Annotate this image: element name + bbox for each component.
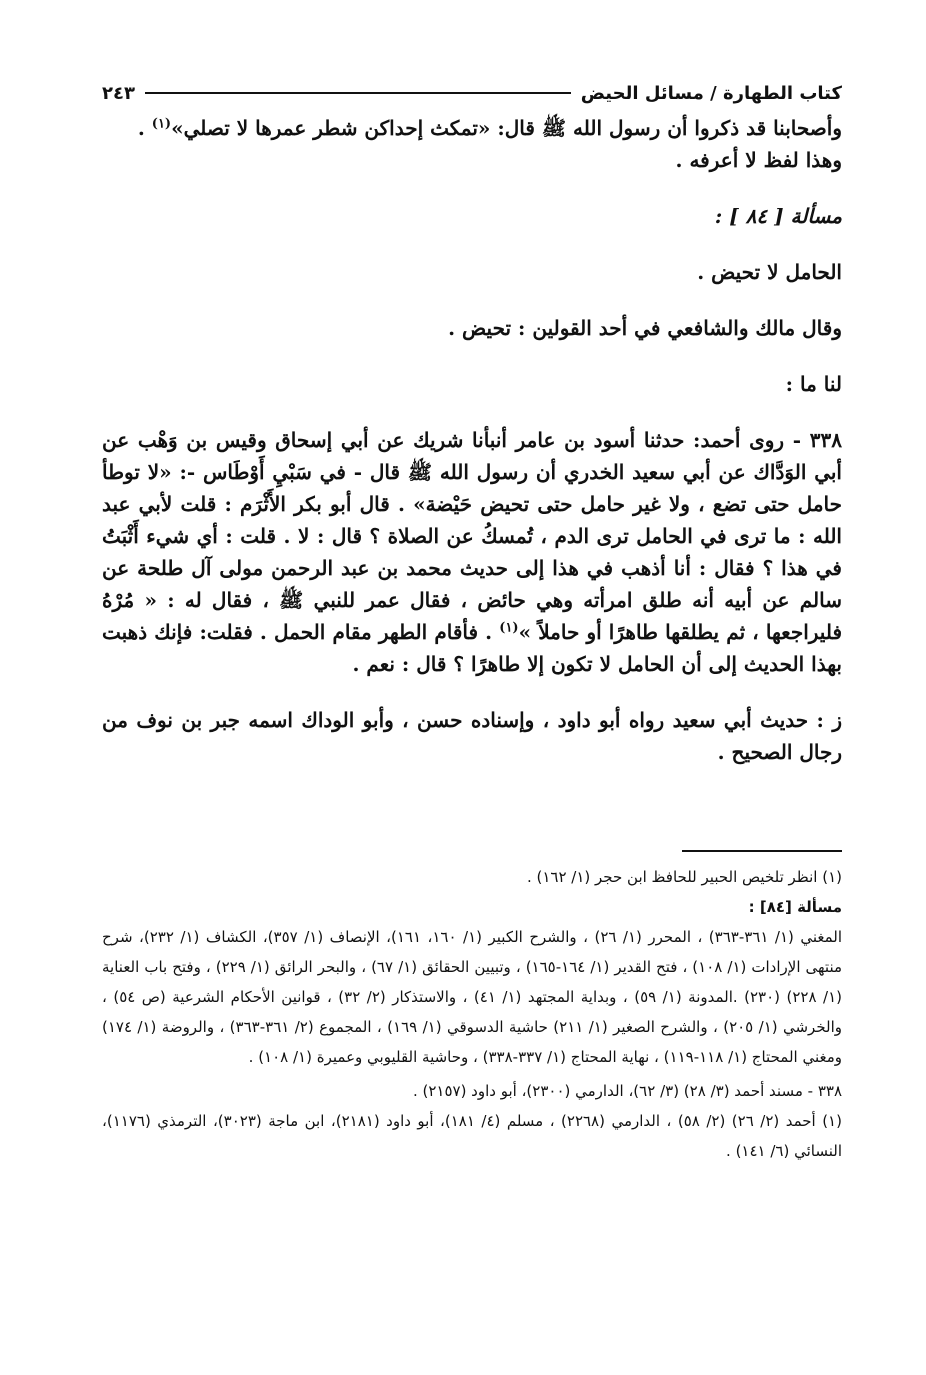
hadith-338-end: . فأقام الطهر مقام الحمل . فقلت: فإنك ذهبت بهذا الحديث إلى أن الحامل لا تكون إلا طاهرًا ؟ قال : نعم . [102, 620, 842, 676]
hadith-338 [102, 424, 842, 680]
footnote-1: (١) انظر تلخيص الحبير للحافظ ابن حجر (١/ ١٦٢) . [526, 868, 842, 886]
hadith-338-footnote-ref: (١) [499, 620, 519, 636]
page-number: ٢٤٣ [102, 82, 135, 104]
hadith-338-refs: ٣٣٨ - مسند أحمد (٣/ ٢٨) (٣/ ٦٢)، الدارمي (٢٣٠٠)، أبو داود (٢١٥٧) . [412, 1082, 842, 1100]
issue-refs-heading: مسألة [٨٤] : [748, 898, 842, 916]
hadith-338-text: ٣٣٨ - روى أحمد: حدثنا أسود بن عامر أنبأنا شريك عن أبي إسحاق وقيس بن وَهْب عن أبي الوَدَّاك عن أبي سعيد الخدري أن رسول الله ﷺ قال - في سَبْيِ أَوْطَاس -: «لا توطأ حامل حتى تضع ، ولا غير حامل حتى تحيض حَيْضة» . قال أبو بكر الأَثْرَم : قلت لأبي عبد الله : ما ترى في الحامل ترى الدم ، تُمسكُ عن الصلاة ؟ قال : لا . قلت : أي شيء أَثْبَتُ في هذا ؟ فقال : أنا أذهب في هذا إلى حديث محمد بن عبد الرحمن مولى آل طلحة عن سالم عن أبيه أنه طلق امرأته وهي حائض ، فقال عمر للنبي ﷺ ، فقال له : « مُرْهُ فليراجعها ، ثم يطلقها طاهرًا أو حاملاً » [102, 428, 842, 644]
main-text [102, 112, 842, 768]
header-rule [145, 92, 571, 94]
opposing-view: وقال مالك والشافعي في أحد القولين : تحيض . [448, 316, 842, 340]
ruling: الحامل لا تحيض . [697, 260, 842, 284]
footnote-separator [682, 850, 842, 852]
intro-line-2: وهذا لفظ لا أعرفه . [675, 148, 842, 172]
header-title: كتاب الطهارة / مسائل الحيض [580, 82, 842, 104]
footnote-1-hadith: (١) أحمد (٢/ ٢٦) (٢/ ٥٨) ، الدارمي (٢٢٦٨) ، مسلم (٤/ ١٨١)، أبو داود (٢١٨١)، ابن ماجة (٣٠٢٣)، الترمذي (١١٧٦)، النسائي (٦/ ١٤١) . [102, 1112, 842, 1160]
running-header [102, 78, 842, 108]
footnotes [102, 862, 842, 1166]
issue-heading: مسألة [ ٨٤ ] : [714, 204, 842, 228]
intro-paragraph: وأصحابنا قد ذكروا أن رسول الله ﷺ قال: «تمكث إحداكن شطر عمرها لا تصلي»$^{(١)}$ . [137, 116, 842, 140]
intro-line-1: وأصحابنا قد ذكروا أن رسول الله ﷺ قال: «تمكث إحداكن شطر عمرها لا تصلي» [171, 116, 842, 140]
our-evidence: لنا ما : [785, 372, 842, 396]
takhrij-note: ز : حديث أبي سعيد رواه أبو داود ، وإسناده حسن ، وأبو الوداك اسمه جبر بن نوف من رجال الصحيح . [102, 708, 842, 764]
intro-footnote-ref: (١) [151, 116, 172, 132]
issue-refs: المغني (١/ ٣٦١-٣٦٣) ، المحرر (١/ ٢٦) ، والشرح الكبير (١/ ١٦٠، ١٦١)، الإنصاف (١/ ٣٥٧)، الكشاف (١/ ٢٣٢)، شرح منتهى الإرادات (١/ ١٠٨) ، فتح القدير (١/ ١٦٤-١٦٥) ، وتبيين الحقائق (١/ ٦٧) ، والبحر الرائق (١/ ٢٢٩) ، وفتح باب العناية (١/ ٢٢٨) (٢٣٠) .المدونة (١/ ٥٩) ، وبداية المجتهد (١/ ٤١) ، والاستذكار (٢/ ٣٢) ، قوانين الأحكام الشرعية (ص ٥٤) ، والخرشي (١/ ٢٠٥) ، والشرح الصغير (١/ ٢١١) حاشية الدسوقي (١/ ١٦٩) ، المجموع (٢/ ٣٦١-٣٦٣) ، والروضة (١/ ١٧٤) ومغني المحتاج (١/ ١١٨-١١٩) ، نهاية المحتاج (١/ ٣٣٧-٣٣٨) ، وحاشية القليوبي وعميرة (١/ ١٠٨) . [102, 928, 843, 1066]
